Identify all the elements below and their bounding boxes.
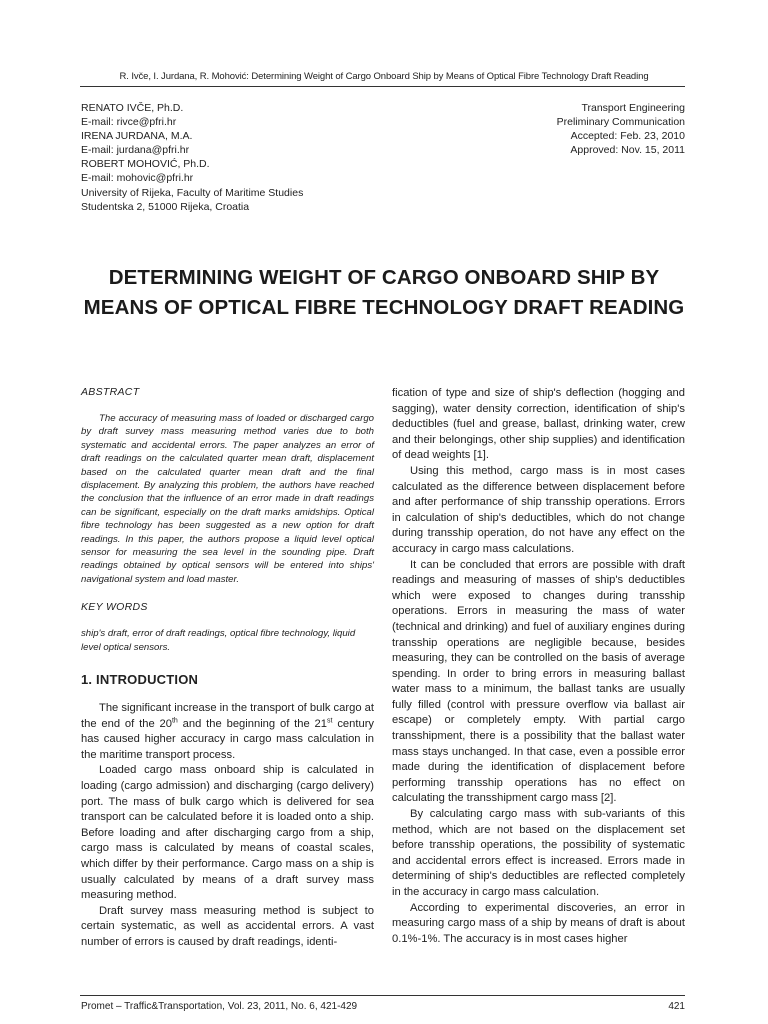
text-run: century has caused higher accuracy in cargo mass calculation in the maritime transport process. — [81, 717, 375, 761]
introduction-heading: 1. INTRODUCTION — [81, 672, 199, 688]
left-column — [81, 386, 374, 951]
page-number: 421 — [668, 1001, 685, 1012]
meta-category: Transport Engineering — [581, 102, 685, 114]
header-rule — [80, 86, 685, 87]
author-line: RENATO IVČE, Ph.D. — [81, 102, 184, 114]
abstract-text: The accuracy of measuring mass of loaded or discharged cargo by draft survey mass measuring method varies due to both systematic and accidental errors. The paper analyzes an error of draft readings on the calculated quarter mean draft, displacement based on the calculated quarter mean draft and the final displacement. By analyzing this problem, the authors have reached the conclusion that the influence of an error made in draft readings can be significant, especially on the draft marks amidships. Optical fibre technology has been suggested as a new option for draft readings. In this paper, the authors propose a liquid level optical sensor for measuring the sea level in the sounding pipe. Draft readings obtained by optical sensors will be entered into ships' navigational system and load master. — [81, 413, 374, 585]
title-line: MEANS OF OPTICAL FIBRE TECHNOLOGY DRAFT READING — [83, 296, 685, 319]
paragraph: It can be concluded that errors are possible with draft readings and measuring of masses of ship's deductibles which were exposed to changes during transship operations. Errors in measuring the mass of water (technical and drinking) and fuel of auxiliary engines during transship operations are negligible because, besides measuring, they can be controlled on the basis of average spending. In order to bring errors in measuring ballast water mass to a minimum, the ballast tanks are usually fully filled (control with pressure overflow via ballast air escape) or completely empty. With partial cargo transshipment, there is a possibility that the ballast water mass stays unchanged. In that case, even a possible error made during the identification of displacement before performing transship operations has no effect on calculating the transshipment cargo mass [2]. — [392, 558, 685, 805]
paper-title — [60, 263, 708, 323]
author-line: ROBERT MOHOVIĆ, Ph.D. — [81, 158, 210, 171]
address: Studentska 2, 51000 Rijeka, Croatia — [81, 200, 250, 213]
introduction-body — [81, 701, 374, 951]
paragraph: Draft survey mass measuring method is subject to certain systematic, as well as accidental errors. A vast number of errors is caused by draft readings, identi- — [81, 904, 374, 948]
text-run: The significant increase in the transport of bulk cargo at the end of the 20 — [81, 702, 374, 730]
paragraph: By calculating cargo mass with sub-variants of this method, which are not based on the displacement set before transship operations, the possibility of systematic and accidental errors effect is increased. Errors made in determining of ship's deductibles are reflected completely in the accuracy in cargo mass calculation. — [392, 808, 685, 898]
author-email[interactable]: E-mail: rivce@pfri.hr — [81, 116, 177, 129]
paragraph: According to experimental discoveries, an error in measuring cargo mass of a ship by means of draft is about 0.1%-1%. The accuracy is in most cases higher — [392, 901, 685, 945]
author-email[interactable]: E-mail: mohovic@pfri.hr — [81, 172, 194, 185]
abstract-label: ABSTRACT — [81, 386, 140, 398]
meta-approved: Approved: Nov. 15, 2011 — [570, 144, 685, 157]
right-column — [392, 386, 685, 947]
footer-rule — [80, 995, 685, 996]
author-email[interactable]: E-mail: jurdana@pfri.hr — [81, 144, 190, 157]
journal-citation: Promet – Traffic&Transportation, Vol. 23, 2011, No. 6, 421-429 — [81, 1001, 358, 1012]
superscript: st — [327, 716, 333, 724]
paragraph — [81, 701, 374, 763]
meta-accepted: Accepted: Feb. 23, 2010 — [570, 130, 685, 143]
author-line: IRENA JURDANA, M.A. — [81, 130, 193, 143]
affiliation: University of Rijeka, Faculty of Maritime Studies — [81, 186, 304, 199]
keywords-text: ship's draft, error of draft readings, optical fibre technology, liquid level optical sensors. — [81, 628, 356, 653]
keywords-label: KEY WORDS — [81, 601, 148, 614]
superscript: th — [171, 716, 178, 724]
paragraph: Loaded cargo mass onboard ship is calculated in loading (cargo admission) and discharging (cargo delivery) port. The mass of bulk cargo which is delivered for sea transport can be calculated before it is loaded onto a ship. Before loading and after discharging cargo from a ship, cargo mass is calculated by means of coastal scales, which differ by their performance. Cargo mass on a ship is usually calculated by means of a draft survey mass measuring method. — [81, 764, 374, 902]
running-head: R. Ivče, I. Jurdana, R. Mohović: Determining Weight of Cargo Onboard Ship by Means of Optical Fibre Technology Draft Reading — [119, 71, 649, 82]
text-run: and the beginning of the 21 — [177, 717, 328, 730]
paragraph: fication of type and size of ship's deflection (hogging and sagging), water density correction, identification of ship's deductibles (fuel and grease, ballast, drinking water, crew and their belongings, other ship supplies) and identification of dead weights [1]. — [392, 387, 685, 462]
author-block — [81, 101, 303, 214]
paragraph: Using this method, cargo mass is in most cases calculated as the difference between displacement before and after performance of ship transship operations. Errors in calculation of ship's deductibles, which do not change during transship operation, do not have any effect on the accuracy in cargo mass calculations. — [392, 464, 685, 555]
meta-type: Preliminary Communication — [556, 116, 685, 129]
article-meta — [557, 101, 685, 157]
title-line: DETERMINING WEIGHT OF CARGO ONBOARD SHIP BY — [108, 266, 660, 289]
